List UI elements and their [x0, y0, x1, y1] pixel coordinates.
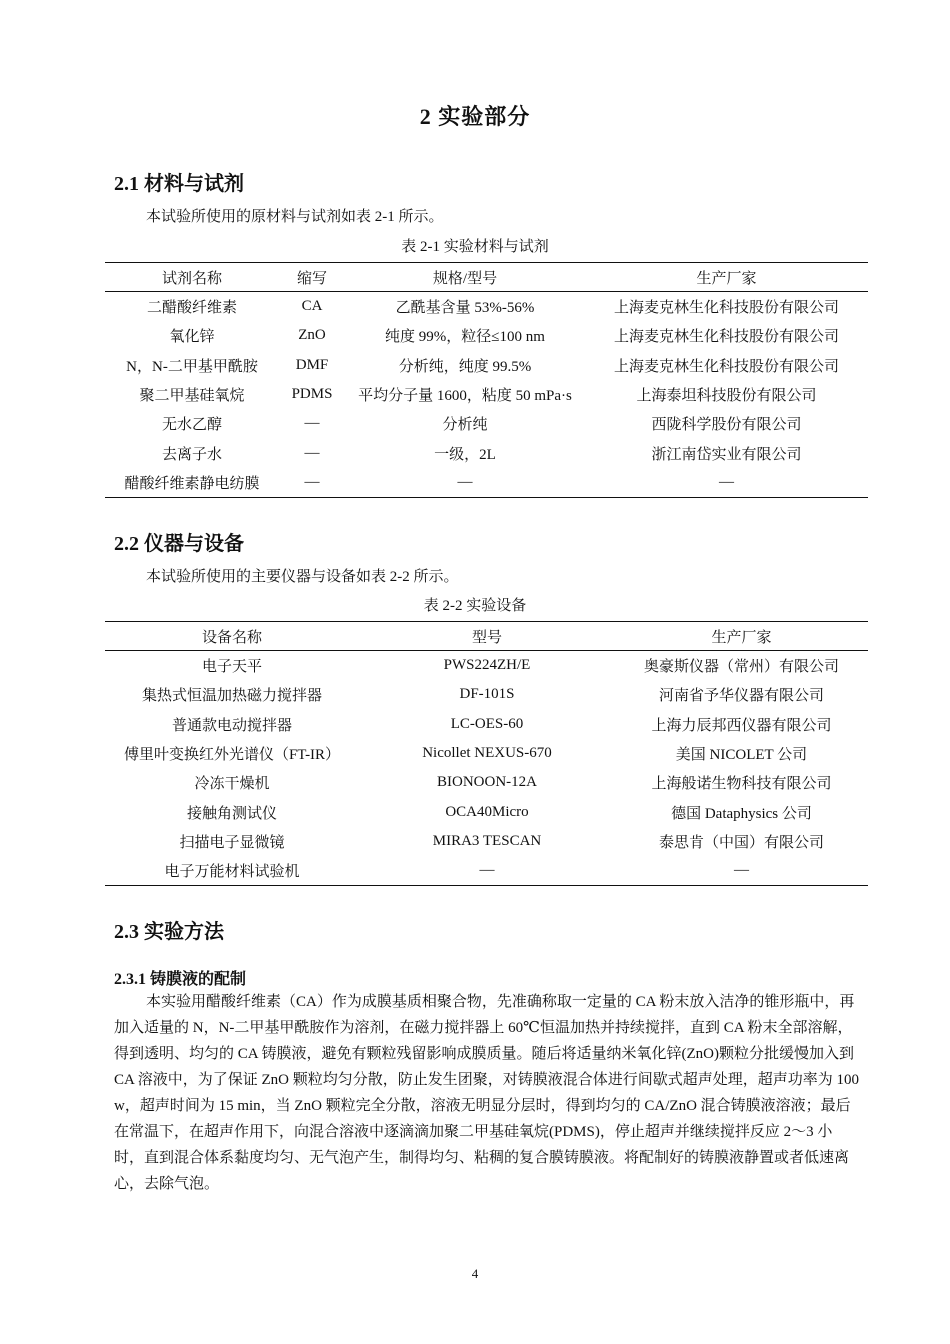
table-cell: DMF	[295, 356, 329, 373]
table-row	[105, 827, 868, 856]
table-cell: 电子天平	[201, 659, 262, 676]
table-cell: 河南省予华仪器有限公司	[658, 688, 824, 705]
table-cell: 分析纯，纯度 99.5%	[398, 358, 532, 375]
table-row	[105, 292, 868, 322]
table-cell: CA	[301, 298, 323, 315]
table-cell: 泰思肯（中国）有限公司	[658, 834, 824, 851]
table-cell: 上海力辰邦西仪器有限公司	[651, 717, 832, 734]
table-cell: 冷冻干燥机	[194, 776, 270, 793]
table-row	[105, 321, 868, 350]
table-cell: 傅里叶变换红外光谱仪（FT-IR）	[123, 747, 341, 764]
equipment-intro: 本试验所使用的主要仪器与设备如表 2-2 所示。	[146, 569, 459, 585]
table-row	[105, 797, 868, 826]
table-cell: 集热式恒温加热磁力搅拌器	[141, 688, 322, 705]
materials-intro: 本试验所使用的原材料与试剂如表 2-1 所示。	[146, 209, 444, 225]
chapter-title: 2 实验部分	[419, 104, 531, 129]
table-cell: 上海麦克林生化科技股份有限公司	[613, 329, 839, 346]
column-header: 试剂名称	[105, 263, 279, 292]
table-row	[105, 768, 868, 797]
table-cell: DF-101S	[459, 686, 515, 703]
table-cell: 浙江南岱实业有限公司	[651, 446, 802, 463]
column-header: 生产厂家	[615, 622, 868, 651]
table-cell: 奥豪斯仪器（常州）有限公司	[643, 659, 839, 676]
table-cell: 上海麦克林生化科技股份有限公司	[613, 300, 839, 317]
materials-table	[105, 262, 868, 498]
table-cell: 扫描电子显微镜	[179, 834, 285, 851]
table-cell: —	[304, 415, 320, 432]
table-cell: 氧化锌	[169, 329, 215, 346]
table-cell: PWS224ZH/E	[443, 657, 531, 674]
table-cell: 德国 Dataphysics 公司	[671, 805, 812, 822]
table-row	[105, 438, 868, 467]
table-cell: —	[345, 468, 585, 498]
table-cell: BIONOON-12A	[437, 774, 537, 791]
table-cell: —	[304, 444, 320, 461]
table-cell: 乙酰基含量 53%-56%	[395, 300, 535, 317]
table-cell: 平均分子量 1600，粘度 50 mPa·s	[358, 388, 572, 405]
table-cell: PDMS	[291, 386, 333, 403]
table-cell: —	[359, 856, 615, 886]
column-header: 生产厂家	[585, 263, 868, 292]
table-cell: 上海般诺生物科技有限公司	[651, 776, 832, 793]
table-cell: N，N-二甲基甲酰胺	[126, 358, 258, 375]
table-cell: LC-OES-60	[450, 715, 524, 732]
page-number: 4	[471, 1266, 479, 1281]
table-cell: 接触角测试仪	[186, 805, 277, 822]
table-cell: 上海泰坦科技股份有限公司	[636, 388, 817, 405]
table-header-row	[105, 263, 868, 292]
table-cell: Nicollet NEXUS-670	[422, 745, 552, 762]
column-header: 规格/型号	[345, 263, 585, 292]
column-header: 设备名称	[105, 622, 359, 651]
table-row	[105, 739, 868, 768]
section-heading-methods: 2.3 实验方法	[114, 921, 224, 943]
table-row	[105, 651, 868, 681]
table-cell: 电子万能材料试验机	[105, 856, 359, 886]
method-paragraph: 本实验用醋酸纤维素（CA）作为成膜基质相聚合物，先准确称取一定量的 CA 粉末放入洁净的锥形瓶中，再加入适量的 N，N-二甲基甲酰胺作为溶剂，在磁力搅拌器上 60℃恒温加热并持续搅拌，直到 CA 粉末全部溶解，得到透明、均匀的 CA 铸膜液，避免有颗粒残留影响成膜质量。随后将适量纳米氧化锌(ZnO)颗粒分批缓慢加入到 CA 溶液中，为了保证 ZnO 颗粒均匀分散，防止发生团聚，对铸膜液混合体进行间歇式超声处理，超声功率为 100 w，超声时间为 15 min，当 ZnO 颗粒完全分散，溶液无明显分层时，得到均匀的 CA/ZnO 混合铸膜液溶液；最后在常温下，在超声作用下，向混合溶液中逐滴滴加聚二甲基硅氧烷(PDMS)，停止超声并继续搅拌反应 2～3 小时，直到混合体系黏度均匀、无气泡产生，制得均匀、粘稠的复合膜铸膜液。将配制好的铸膜液静置或者低速离心，去除气泡。	[114, 994, 860, 1192]
table-row	[105, 710, 868, 739]
table-row	[105, 380, 868, 409]
table-cell: —	[585, 468, 868, 498]
section-heading-materials: 2.1 材料与试剂	[114, 173, 244, 195]
table-header-row	[105, 622, 868, 651]
table-cell: OCA40Micro	[445, 803, 529, 820]
table-row	[105, 856, 868, 886]
table-cell: 普通款电动搅拌器	[171, 717, 292, 734]
table-cell: 一级，2L	[434, 446, 496, 463]
table-row	[105, 409, 868, 438]
column-header: 缩写	[279, 263, 345, 292]
table-cell: —	[279, 468, 345, 498]
table-caption-materials: 表 2-1 实验材料与试剂	[401, 239, 549, 255]
equipment-table	[105, 621, 868, 886]
table-cell: —	[615, 856, 868, 886]
table-cell: 去离子水	[161, 446, 222, 463]
table-row	[105, 468, 868, 498]
table-cell: MIRA3 TESCAN	[432, 832, 542, 849]
table-cell: 美国 NICOLET 公司	[675, 747, 808, 764]
table-cell: 无水乙醇	[161, 417, 222, 434]
table-row	[105, 351, 868, 380]
subsection-heading-casting-solution: 2.3.1 铸膜液的配制	[114, 971, 247, 988]
table-cell: ZnO	[298, 327, 326, 344]
table-cell: 纯度 99%，粒径≤100 nm	[385, 329, 545, 346]
table-caption-equipment: 表 2-2 实验设备	[423, 598, 527, 614]
table-cell: 醋酸纤维素静电纺膜	[105, 468, 279, 498]
table-cell: 聚二甲基硅氧烷	[139, 388, 245, 405]
table-cell: 西陇科学股份有限公司	[651, 417, 802, 434]
column-header: 型号	[359, 622, 615, 651]
table-cell: 分析纯	[442, 417, 488, 434]
table-cell: 二醋酸纤维素	[146, 300, 237, 317]
table-cell: 上海麦克林生化科技股份有限公司	[613, 358, 839, 375]
section-heading-equipment: 2.2 仪器与设备	[114, 533, 244, 555]
table-row	[105, 680, 868, 709]
